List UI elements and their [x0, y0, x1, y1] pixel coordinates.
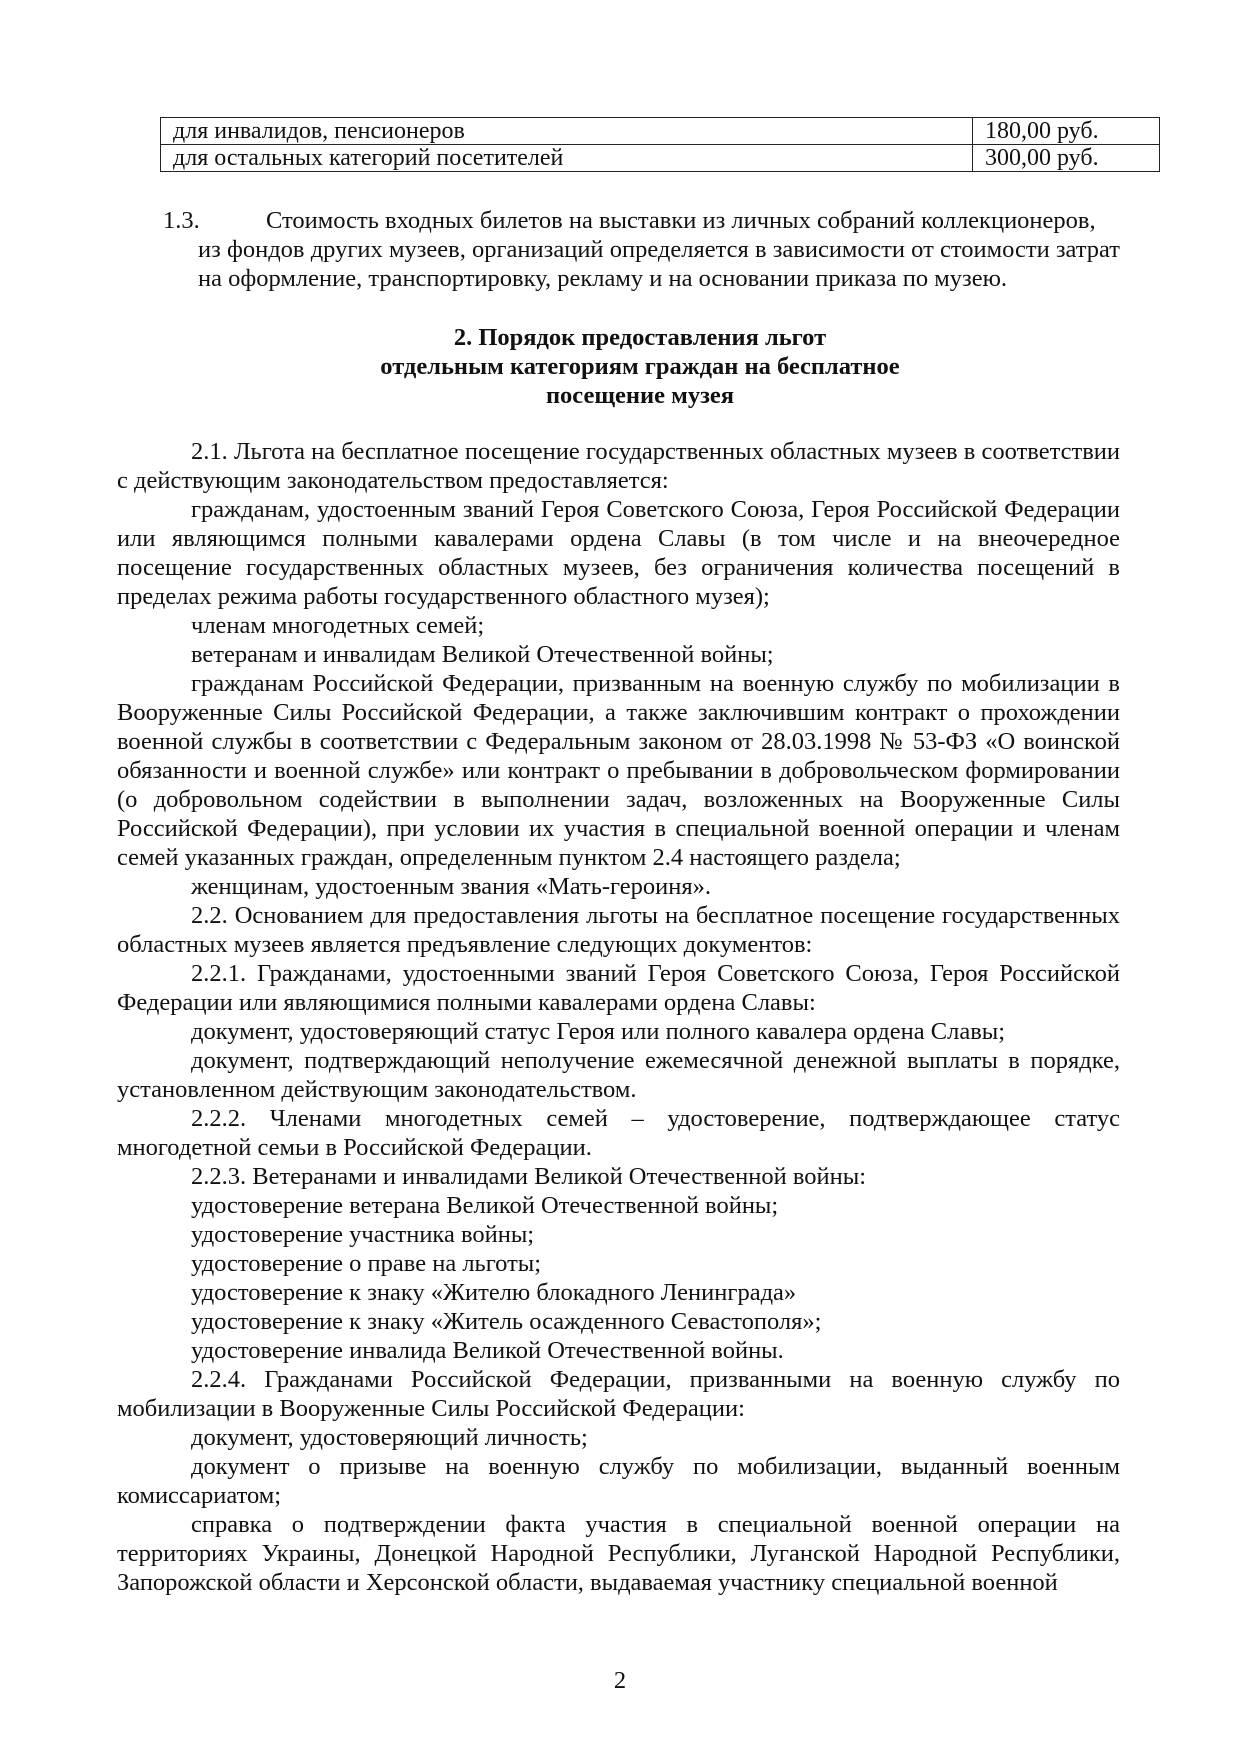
paragraph: ветеранам и инвалидам Великой Отечественной войны; [191, 641, 774, 668]
paragraph: справка о подтверждении факта участия в специальной военной операции на территориях Украины, Донецкой Народной Республики, Луганской Народной Республики, Запорожской области и Херсонской области, выдаваемая участнику специальной военной [117, 1511, 1120, 1596]
heading-line: посещение музея [545, 382, 735, 409]
paragraph: женщинам, удостоенным звания «Мать-героиня». [191, 873, 712, 900]
paragraph: 2.2.4. Гражданами Российской Федерации, призванными на военную службу по мобилизации в Вооруженные Силы Российской Федерации: [117, 1366, 1120, 1422]
price-table [160, 117, 1160, 172]
paragraph: 2.1. Льгота на бесплатное посещение государственных областных музеев в соответствии с действующим законодательством предоставляется: [117, 438, 1120, 494]
document-body [117, 437, 1120, 1597]
paragraph: документ о призыве на военную службу по мобилизации, выданный военным комиссариатом; [117, 1453, 1120, 1509]
paragraph: 2.2.3. Ветеранами и инвалидами Великой Отечественной войны: [191, 1163, 867, 1190]
item-text-first-line: Стоимость входных билетов на выставки из личных собраний коллекционеров, [266, 207, 1096, 234]
section-heading [160, 323, 1120, 410]
paragraph: 2.2.2. Членами многодетных семей – удостоверение, подтверждающее статус многодетной семьи в Российской Федерации. [117, 1105, 1120, 1161]
paragraph: удостоверение к знаку «Житель осажденного Севастополя»; [191, 1308, 822, 1335]
page-number: 2 [613, 1667, 627, 1694]
item-text-continuation: из фондов других музеев, организаций определяется в зависимости от стоимости затрат на оформление, транспортировку, рекламу и на основании приказа по музею. [198, 236, 1120, 292]
item-1-3 [160, 206, 1120, 293]
paragraph: удостоверение инвалида Великой Отечественной войны. [191, 1337, 784, 1364]
paragraph: документ, подтверждающий неполучение ежемесячной денежной выплаты в порядке, установленном действующим законодательством. [117, 1047, 1120, 1103]
paragraph: удостоверение о праве на льготы; [191, 1250, 542, 1277]
item-number: 1.3. [163, 207, 200, 234]
table-row [161, 145, 1160, 172]
paragraph: гражданам, удостоенным званий Героя Советского Союза, Героя Российской Федерации или являющимся полными кавалерами ордена Славы (в том числе и на внеочередное посещение государственных областных музеев, без ограничения количества посещений в пределах режима работы государственного областного музея); [117, 496, 1120, 610]
heading-line: отдельным категориям граждан на бесплатное [380, 353, 900, 380]
table-cell-category: для инвалидов, пенсионеров [161, 118, 973, 145]
paragraph: документ, удостоверяющий личность; [191, 1424, 588, 1451]
paragraph: гражданам Российской Федерации, призванным на военную службу по мобилизации в Вооруженные Силы Российской Федерации, а также заключившим контракт о прохождении военной службы в соответствии с Федеральным законом от 28.03.1998 № 53-ФЗ «О воинской обязанности и военной службе» или контракт о пребывании в добровольческом формировании (о добровольном содействии в выполнении задач, возложенных на Вооруженные Силы Российской Федерации), при условии их участия в специальной военной операции и членам семей указанных граждан, определенным пунктом 2.4 настоящего раздела; [117, 670, 1120, 871]
table-cell-category: для остальных категорий посетителей [161, 145, 973, 172]
heading-line: 2. Порядок предоставления льгот [453, 324, 827, 351]
paragraph: 2.2. Основанием для предоставления льготы на бесплатное посещение государственных областных музеев является предъявление следующих документов: [117, 902, 1120, 958]
table-cell-price: 180,00 руб. [973, 118, 1160, 145]
paragraph: документ, удостоверяющий статус Героя или полного кавалера ордена Славы; [191, 1018, 1006, 1045]
paragraph: удостоверение участника войны; [191, 1221, 535, 1248]
table-row [161, 118, 1160, 145]
table-cell-price: 300,00 руб. [973, 145, 1160, 172]
paragraph: членам многодетных семей; [191, 612, 485, 639]
paragraph: 2.2.1. Гражданами, удостоенными званий Героя Советского Союза, Героя Российской Федерации или являющимися полными кавалерами ордена Славы: [117, 960, 1120, 1016]
paragraph: удостоверение ветерана Великой Отечественной войны; [191, 1192, 779, 1219]
paragraph: удостоверение к знаку «Жителю блокадного Ленинграда» [191, 1279, 797, 1306]
